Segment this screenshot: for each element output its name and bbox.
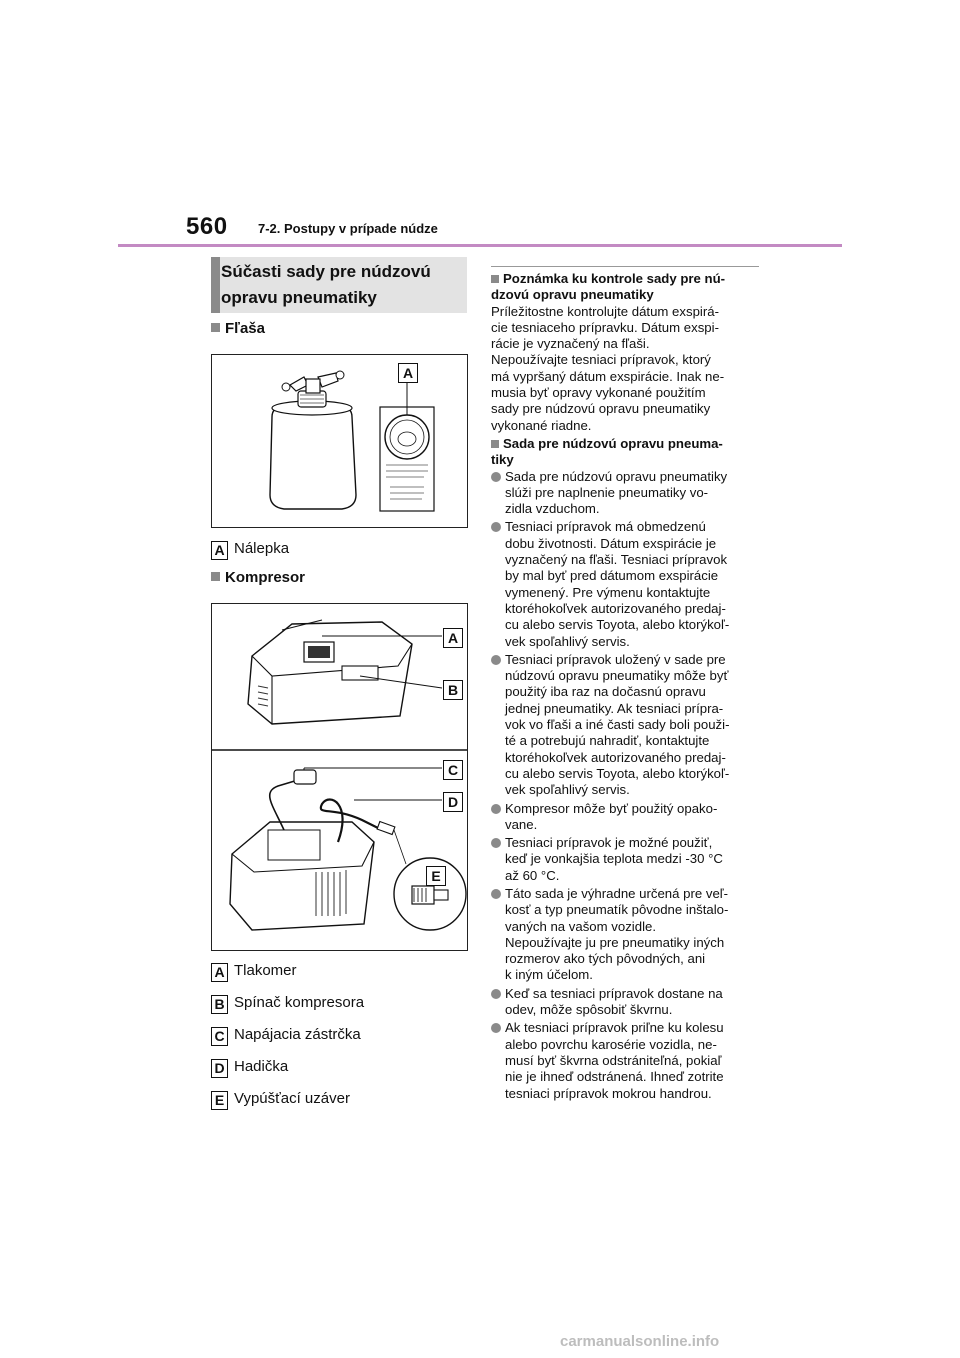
list-item-text: Kompresor môže byť použitý opako- vane. (505, 800, 718, 832)
legend-key: D (211, 1059, 228, 1078)
square-bullet-icon (211, 572, 220, 581)
section-title-box (211, 257, 467, 313)
square-bullet-icon (211, 323, 220, 332)
list-item (491, 469, 759, 518)
bullet-dot-icon (491, 804, 501, 814)
legend-label: Hadička (234, 1058, 289, 1075)
note1-heading (491, 271, 759, 304)
bullet-dot-icon (491, 889, 501, 899)
bullet-dot-icon (491, 1023, 501, 1033)
compressor-legend-c (211, 1026, 361, 1046)
list-item-text: Tesniaci prípravok uložený v sade pre núdzovú opravu pneumatiky môže byť použitý iba raz na dočasnú opravu jednej pneumatiky. Ak tesniaci prípra- vok vo fľaši a iné časti sady boli použi- té a potrebujú nahradiť, kontaktujte ktoréhokoľvek autorizovaného predaj- cu alebo servis Toyota, alebo ktorýkoľ- vek spoľahlivý servis. (505, 651, 730, 798)
legend-label: Vypúšťací uzáver (234, 1090, 350, 1107)
watermark: carmanualsonline.info (560, 1333, 720, 1350)
note2-heading-text: Sada pre núdzovú opravu pneuma- tiky (491, 435, 723, 468)
compressor-heading-text: Kompresor (225, 569, 306, 586)
list-item-text: Ak tesniaci prípravok priľne ku kolesu alebo povrchu karosérie vozidla, ne- musí byť škvrna odstrániteľná, pokiaľ nie je ihneď odstránená. Ihneď zotrite tesniaci prípravok mokrou handrou. (505, 1020, 724, 1101)
compressor-figure (211, 603, 468, 951)
compressor-callout-c: C (443, 760, 463, 780)
bottle-heading (211, 320, 265, 337)
bullet-dot-icon (491, 472, 501, 482)
note2-bullet-list (491, 469, 759, 1102)
compressor-legend-e (211, 1090, 350, 1110)
bottle-legend-a (211, 540, 289, 560)
list-item (491, 1020, 759, 1101)
compressor-illustration (212, 604, 467, 950)
list-item-text: Sada pre núdzovú opravu pneumatiky slúži pre naplnenie pneumatiky vo- zidla vzduchom. (505, 468, 728, 517)
compressor-legend-a (211, 962, 297, 982)
list-item-text: Tesniaci prípravok má obmedzenú dobu životnosti. Dátum exspirácie je vyznačený na fľaši. Tesniaci prípravok by mal byť pred dátumom exspirácie vymenený. Pre výmenu kontaktujte ktoréhokoľvek autorizovaného predaj- cu alebo servis Toyota, alebo ktorýkoľ- vek spoľahlivý servis. (505, 519, 730, 649)
list-item-text: Keď sa tesniaci prípravok dostane na odev, môže spôsobiť škvrnu. (505, 985, 723, 1018)
bullet-dot-icon (491, 838, 501, 848)
legend-label: Nálepka (234, 540, 290, 557)
compressor-legend-b (211, 994, 364, 1014)
compressor-callout-d: D (443, 792, 463, 812)
list-item (491, 801, 759, 834)
square-bullet-icon (491, 275, 499, 283)
section-title-bar (211, 257, 220, 313)
header-rule (118, 244, 842, 247)
legend-label: Napájacia zástrčka (234, 1026, 361, 1043)
list-item (491, 835, 759, 884)
compressor-callout-e: E (426, 866, 446, 886)
bullet-dot-icon (491, 989, 501, 999)
list-item-text: Táto sada je výhradne určená pre veľ- kosť a typ pneumatík pôvodne inštalo- vaných na vašom vozidle. Nepoužívajte ju pre pneumatiky iných rozmerov ako tých pôvodných, ani k iným účelom. (505, 885, 729, 983)
chapter-title: 7-2. Postupy v prípade núdze (258, 221, 438, 236)
bullet-dot-icon (491, 522, 501, 532)
legend-key: C (211, 1027, 228, 1046)
section-title-line2: opravu pneumatiky (221, 288, 377, 307)
list-item (491, 986, 759, 1019)
square-bullet-icon (491, 440, 499, 448)
legend-key: E (211, 1091, 228, 1110)
page-number: 560 (186, 213, 228, 240)
compressor-callout-a: A (443, 628, 463, 648)
compressor-heading (211, 569, 305, 586)
bottle-figure (211, 354, 468, 528)
notes-column (491, 266, 759, 1104)
list-item (491, 886, 759, 984)
list-item (491, 652, 759, 799)
note1-heading-text: Poznámka ku kontrole sady pre nú- dzovú opravu pneumatiky (491, 271, 726, 303)
bullet-dot-icon (491, 655, 501, 665)
notes-rule (491, 266, 759, 267)
section-title (221, 259, 431, 311)
note1-text: Príležitostne kontrolujte dátum exspirá- cie tesniaceho prípravku. Dátum exspi- rácie je vyznačený na fľaši. Nepoužívajte tesniaci prípravok, ktorý má vypršaný dátum exspirácie. Inak ne- musia byť opravy vykonané použitím sady pre núdzovú opravu pneumatiky vykonané riadne. (491, 303, 725, 433)
compressor-callout-b: B (443, 680, 463, 700)
bottle-callout-a: A (398, 363, 418, 383)
note2-heading (491, 436, 759, 469)
list-item-text: Tesniaci prípravok je možné použiť, keď je vonkajšia teplota medzi -30 °C až 60 °C. (505, 835, 723, 883)
legend-key: A (211, 963, 228, 982)
section-title-line1: Súčasti sady pre núdzovú (221, 262, 431, 281)
list-item (491, 519, 759, 649)
legend-label: Tlakomer (234, 962, 297, 979)
legend-label: Spínač kompresora (234, 994, 365, 1011)
compressor-legend-d (211, 1058, 288, 1078)
bottle-heading-text: Fľaša (225, 320, 265, 337)
legend-key: A (211, 541, 228, 560)
bottle-illustration (212, 355, 467, 527)
legend-key: B (211, 995, 228, 1014)
